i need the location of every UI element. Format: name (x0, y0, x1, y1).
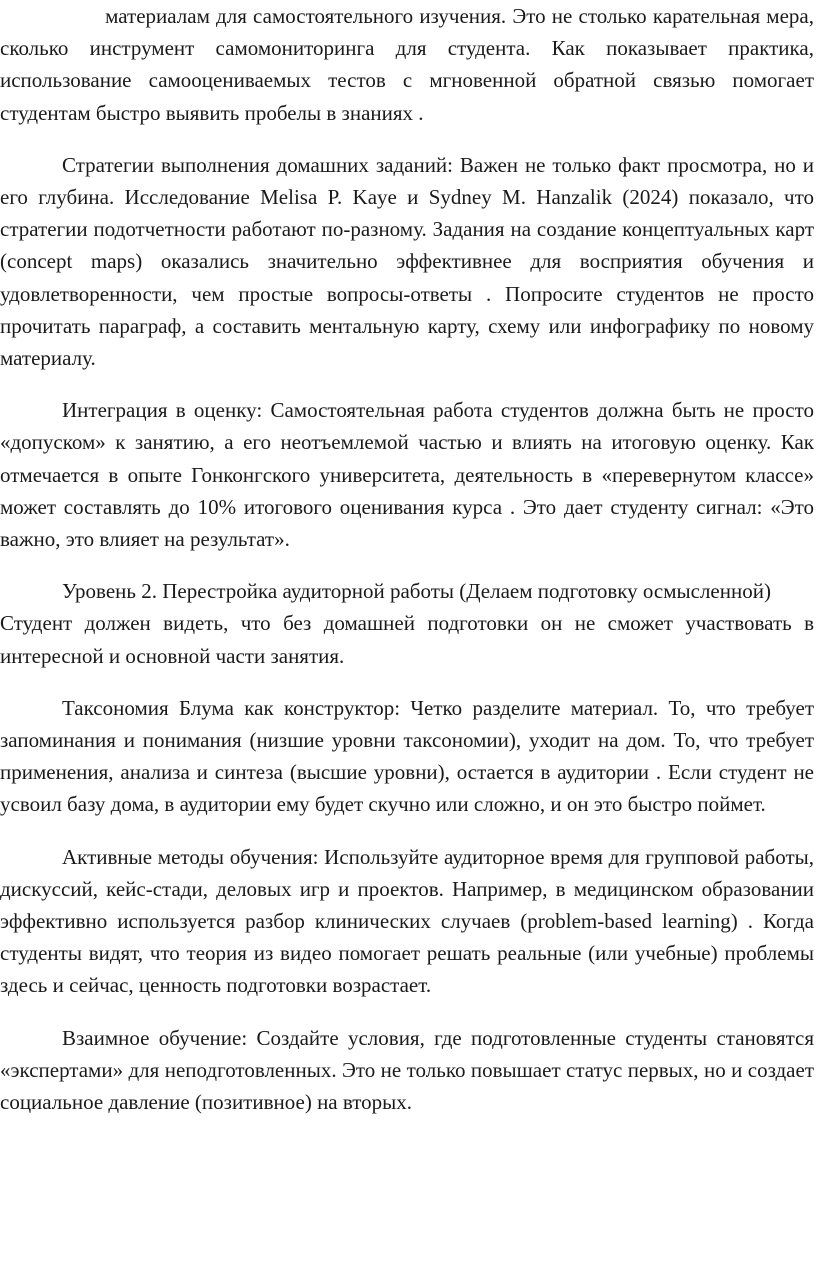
paragraph-homework-strategies: Стратегии выполнения домашних заданий: Важен не только факт просмотра, но и его глубина. Исследование Melisa P. Kaye и Sydney M. Hanzalik (2024) показало, что стратегии подотчетности работают по-разному. Задания на создание концептуальных карт (concept maps) оказались значительно эффективнее для восприятия обучения и удовлетворенности, чем простые вопросы-ответы . Попросите студентов не просто прочитать параграф, а составить ментальную карту, схему или инфографику по новому материалу. (0, 152, 814, 371)
paragraph-peer-learning: Взаимное обучение: Создайте условия, где подготовленные студенты становятся «экспертами» для неподготовленных. Это не только повышает статус первых, но и создает социальное давление (позитивное) на вторых. (0, 1025, 814, 1115)
paragraph-bloom-taxonomy: Таксономия Блума как конструктор: Четко разделите материал. То, что требует запоминания и понимания (низшие уровни таксономии), уходит на дом. То, что требует применения, анализа и синтеза (высшие уровни), остается в аудитории . Если студент не усвоил базу дома, в аудитории ему будет скучно или сложно, и он это быстро поймет. (0, 695, 814, 817)
section-heading-level-2: Уровень 2. Перестройка аудиторной работы (Делаем подготовку осмысленной) (62, 579, 771, 604)
paragraph-assessment-integration: Интеграция в оценку: Самостоятельная работа студентов должна быть не просто «допуском» к занятию, а его неотъемлемой частью и влиять на итоговую оценку. Как отмечается в опыте Гонконгского университета, деятельность в «перевернутом классе» может составлять до 10% итогового оценивания курса . Это дает студенту сигнал: «Это важно, это влияет на результат». (0, 398, 814, 552)
paragraph-level-2-intro: Студент должен видеть, что без домашней подготовки он не сможет участвовать в интересной и основной части занятия. (0, 611, 814, 668)
paragraph-active-methods: Активные методы обучения: Используйте аудиторное время для групповой работы, дискуссий, кейс-стади, деловых игр и проектов. Например, в медицинском образовании эффективно используется разбор клинических случаев (problem-based learning) . Когда студенты видят, что теория из видео помогает решать реальные (или учебные) проблемы здесь и сейчас, ценность подготовки возрастает. (0, 844, 814, 998)
paragraph-continuation: материалам для самостоятельного изучения. Это не столько карательная мера, сколько инструмент самомониторинга для студента. Как показывает практика, использование самооцениваемых тестов с мгновенной обратной связью помогает студентам быстро выявить пробелы в знаниях . (0, 4, 814, 125)
